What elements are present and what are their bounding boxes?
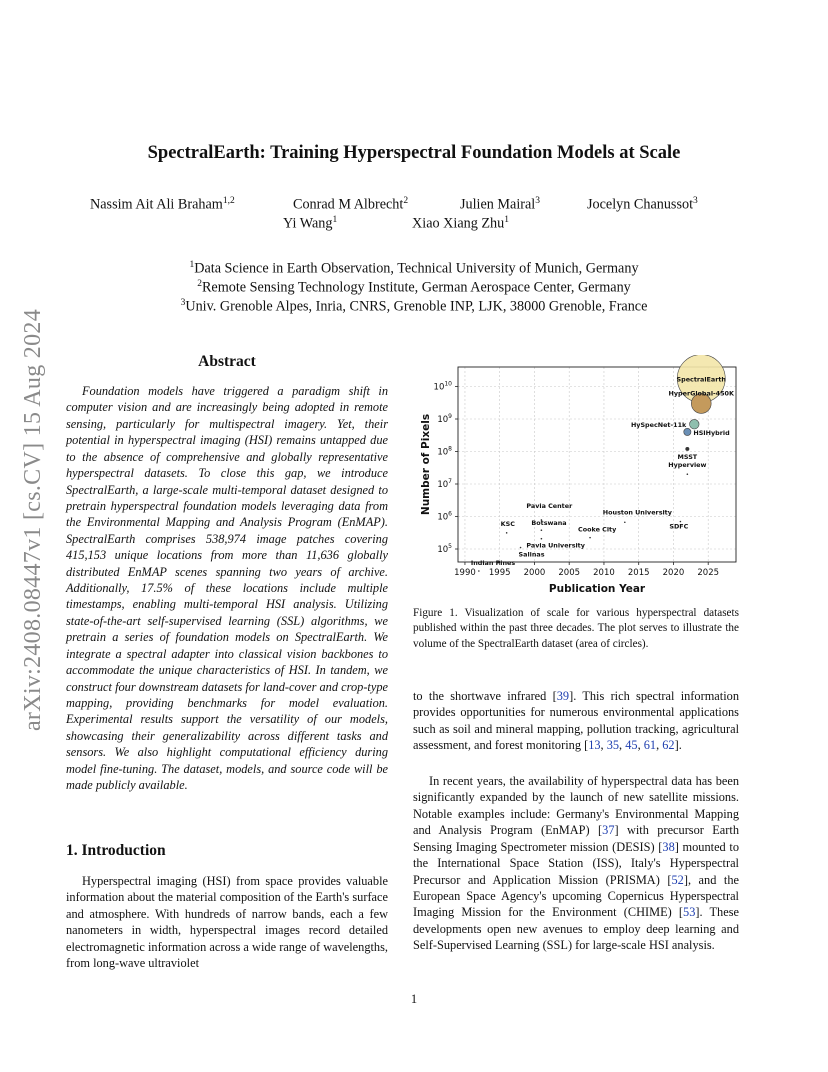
abstract-heading: Abstract [198,353,256,370]
point-label: SDFC [669,522,689,531]
point-label: KSC [500,519,515,528]
point-label: HyperGlobal-450K [668,389,734,398]
scale-chart [413,355,743,595]
data-point [687,473,689,475]
citation-link[interactable]: 61 [643,738,657,753]
data-point [478,570,480,572]
y-tick-label: $10^9$ [437,413,452,425]
point-label: Salinas [518,550,545,559]
affiliation-2: $^2$Remote Sensing Technology Institute, German Aerospace Center, Germany [197,279,631,296]
x-tick-label: 2015 [627,568,650,578]
author-6: Xiao Xiang Zhu$^1$ [412,215,509,232]
data-point [506,532,508,534]
x-tick-label: 2000 [523,568,546,578]
right-paragraph-1: to the shortwave infrared [39]. This rich spectral information provides opportunities for numerous environmental applications such as soil and mineral mapping, pollution tracking, agricultural assessment, and forest monitoring [13, 35, 45, 61, 62]. [413,689,739,753]
point-label: HSIHybrid [693,428,730,437]
citation-link[interactable]: 45 [625,738,638,753]
x-tick-label: 2025 [697,568,720,578]
x-tick-label: 2020 [662,568,685,578]
x-tick-label: 2010 [593,568,615,578]
citation-link[interactable]: 13 [588,738,601,753]
point-label: Indian Pines [470,559,516,568]
point-label: Cooke City [578,525,617,534]
point-label: Pavia University [526,541,585,550]
point-label: SpectralEarth [676,375,726,384]
author-3: Julien Mairal$^3$ [460,196,541,213]
author-1: Nassim Ait Ali Braham$^{1,2}$ [90,196,235,213]
data-point [624,521,626,523]
citation-link[interactable]: 38 [662,839,675,854]
y-axis-label: Number of Pixels [420,413,432,516]
x-tick-label: 2005 [558,568,581,578]
figure-caption: Figure 1. Visualization of scale for various hyperspectral datasets published within the past three decades. The plot serves to illustrate the volume of the SpectralEarth dataset (area of circles). [413,607,739,650]
y-tick-label: $10^6$ [437,510,452,523]
data-point [685,447,689,451]
right-paragraph-2: In recent years, the availability of hyperspectral data has been significantly expanded by the launch of new satellite missions. Notable examples include: Germany's Environmental Mapping and Analysis Program (EnMAP) [37] with precursor Earth Sensing Imaging Spectrometer mission (DESIS) [38] mounted to the International Space Station (ISS), Italy's Hyperspectral Precursor and Application Mission (PRISMA) [52], and the European Space Agency's upcoming Copernicus Hyperspectral Imaging Mission for the Environment (CHIME) [53]. These developments open new avenues to employ deep learning and Self-Supervised Learning (SSL) for large-scale HSI analysis. [413,774,739,953]
y-tick-label: $10^8$ [437,445,452,458]
citation-link[interactable]: 53 [683,905,696,920]
affiliation-1: $^1$Data Science in Earth Observation, Technical University of Munich, Germany [189,260,639,277]
point-label: MSST [677,452,698,461]
abstract-text: Foundation models have triggered a paradigm shift in computer vision and are increasingly being adopted in remote sensing, particularly for multispectral imagery. Yet, their potential in hyperspectral imaging (HSI) remains untapped due to the absence of comprehensive and globally representative hyperspectral datasets. To close this gap, we introduce SpectralEarth, a large-scale multi-temporal dataset designed to pretrain hyperspectral foundation models leveraging data from the Environmental Mapping and Analysis Program (EnMAP). SpectralEarth comprises 538,974 image patches covering 415,153 unique locations from more than 11,636 globally distributed EnMAP scenes spanning two years of archive. Additionally, 17.5% of these locations include multiple timestamps, enabling multi-temporal HSI analysis. Utilizing state-of-the-art self-supervised learning (SSL) algorithms, we pretrain a series of foundation models on SpectralEarth. We integrate a spectral adapter into classical vision backbones to accommodate the unique characteristics of HSI. In tandem, we construct four downstream datasets for land-cover and crop-type mapping, providing benchmarks for model evaluation. Experimental results support the versatility of our models, showcasing their generalizability across different tasks and sensors. We also highlight computational efficiency during model fine-tuning. The dataset, models, and source code will be made publicly available. [66,384,388,793]
intro-paragraph: Hyperspectral imaging (HSI) from space provides valuable information about the material composition of the Earth's surface and atmosphere. With hundreds of narrow bands, each a few nanometers in width, hyperspectral images record detailed electromagnetic information across a wide range of wavelengths, from long-wave ultraviolet [66,874,388,971]
citation-link[interactable]: 52 [671,872,684,887]
y-tick-label: $10^5$ [437,543,452,555]
point-label: Houston University [602,508,672,517]
point-label: HySpecNet-11k [630,421,687,430]
y-tick-label: $10^{10}$ [433,380,452,393]
author-2: Conrad M Albrecht$^2$ [293,196,409,213]
citation-link[interactable]: 35 [606,738,620,753]
citation-link[interactable]: 62 [662,738,675,753]
data-point [690,419,700,429]
data-point [520,547,522,549]
page-number: 1 [410,992,418,1006]
citation-link[interactable]: 39 [556,689,570,703]
affiliation-3: $^3$Univ. Grenoble Alpes, Inria, CNRS, Grenoble INP, LJK, 38000 Grenoble, France [180,298,648,315]
point-label: Hyperview [668,461,707,470]
point-label: Botswana [531,519,567,528]
paper-title: SpectralEarth: Training Hyperspectral Foundation Models at Scale [147,143,681,163]
data-point [541,529,543,531]
x-axis-label: Publication Year [548,583,646,595]
arxiv-stamp: arXiv:2408.08447v1 [cs.CV] 15 Aug 2024 [20,308,46,732]
data-point [589,537,591,539]
author-4: Jocelyn Chanussot$^3$ [587,196,698,213]
data-point [541,538,543,540]
x-tick-label: 1990 [454,568,476,578]
x-tick-label: 1995 [488,568,511,578]
point-label: Pavia Center [526,501,573,510]
section-heading: 1. Introduction [66,842,166,859]
author-5: Yi Wang$^1$ [283,215,338,232]
citation-link[interactable]: 37 [602,823,615,838]
data-point [684,428,691,435]
y-tick-label: $10^7$ [437,478,452,490]
